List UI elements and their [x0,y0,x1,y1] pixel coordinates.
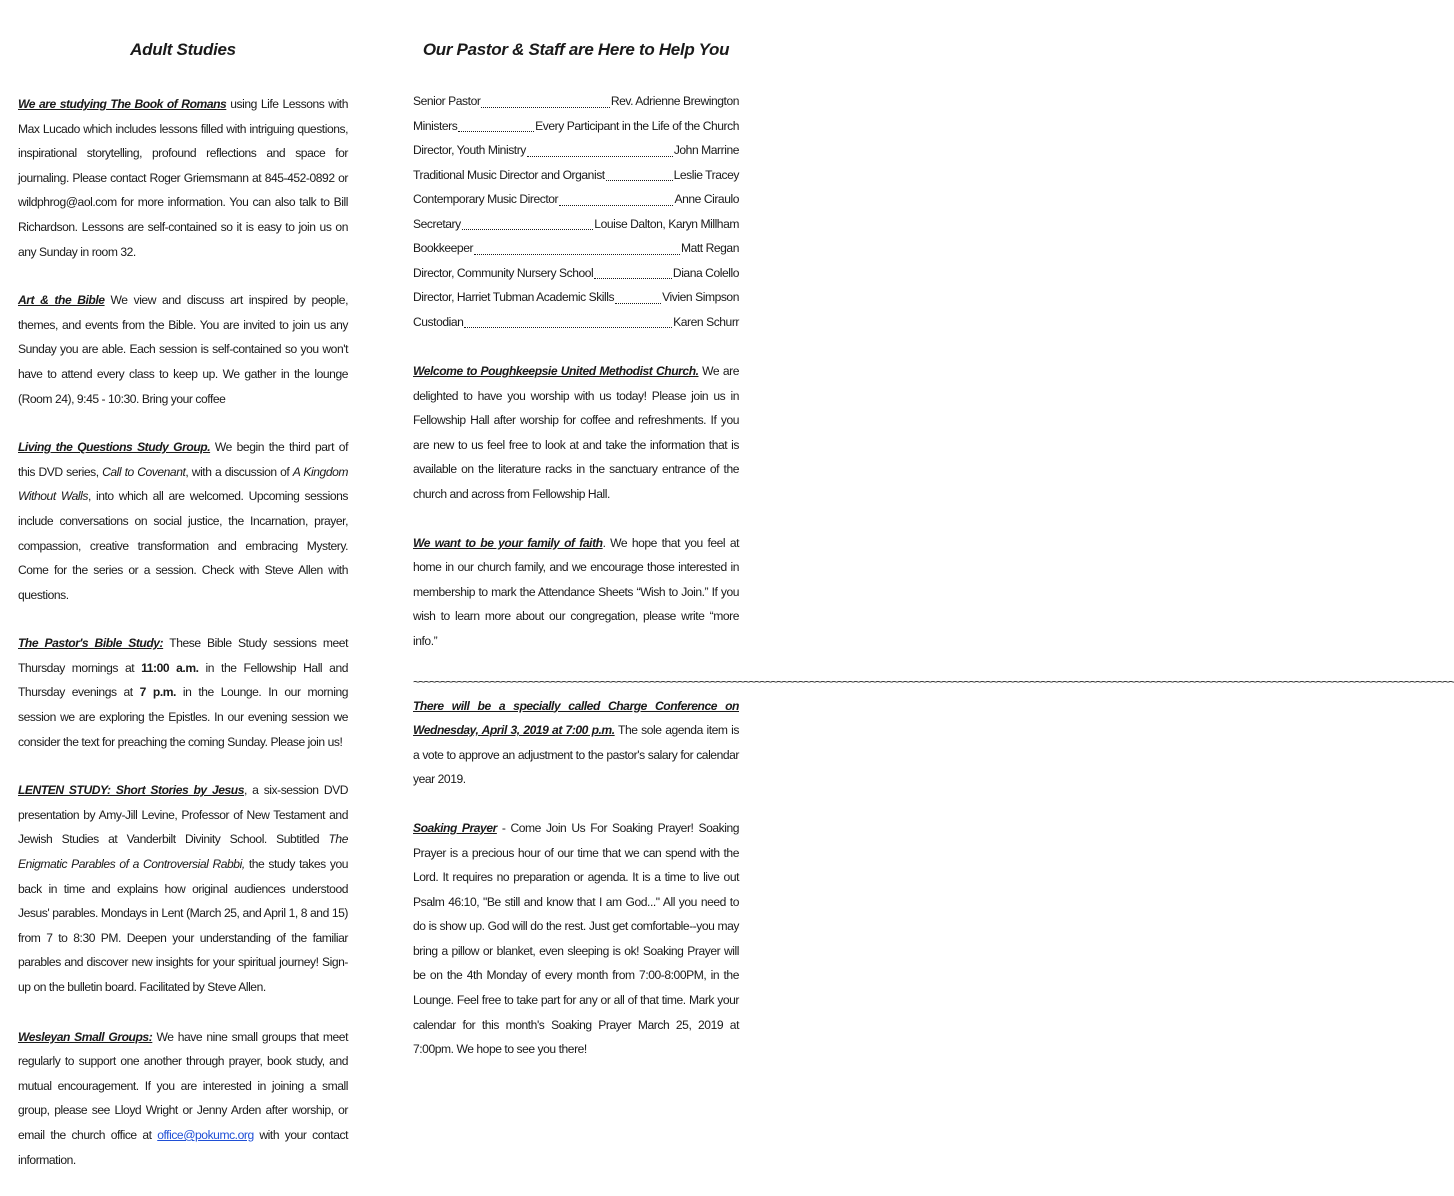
dot-leader [527,155,673,157]
staff-name: Every Participant in the Life of the Church [535,118,739,133]
charge-conference-text: The sole agenda item is a vote to approve an adjustment to the pastor's salary for calendar year 2019. [413,723,739,787]
dot-leader [481,106,609,108]
dot-leader [474,253,680,255]
soaking-prayer-lead: Soaking Prayer [413,820,497,835]
pastor-bible-study-text-3: in the Lounge. In our morning session we are exploring the Epistles. In our evening session we consider the text for preaching the coming Sunday. Please join us! [18,685,349,749]
art-bible-paragraph [18,288,348,411]
staff-name: Vivien Simpson [662,290,739,304]
family-of-faith-lead: We want to be your family of faith [413,535,603,550]
charge-conference-paragraph [413,694,739,792]
adult-studies-column [18,40,348,1196]
staff-row [413,89,739,114]
living-questions-discussion-title: A Kingdom Without Walls [18,464,348,504]
art-bible-text: We view and discuss art inspired by people, themes, and events from the Bible. You are invited to join us any Sunday you are able. Each session is self-contained so you won't have to attend every class to keep up. We gather in the lounge (Room 24), 9:45 - 10:30. Bring your coffee [18,293,348,406]
staff-role: Contemporary Music Director [413,192,559,206]
staff-role: Director, Community Nursery School [413,265,594,280]
staff-row [413,236,739,261]
pastor-bible-study-lead: The Pastor's Bible Study: [18,636,164,651]
soaking-prayer-paragraph [413,816,739,1062]
staff-name: Rev. Adrienne Brewington [610,94,739,108]
living-questions-text-3: , into which all are welcomed. Upcoming sessions include conversations on social justice, the Incarnation, prayer, compassion, creative transformation and embracing Mystery. Come for the series or a session. Check with Steve Allen with questions. [18,489,348,602]
staff-row [413,114,739,139]
welcome-lead: Welcome to Poughkeepsie United Methodist Church. [413,364,699,378]
wesleyan-groups-text-2: with your contact information. [18,1127,348,1167]
staff-name: Karen Schurr [673,314,739,329]
staff-name: John Marrine [673,143,739,157]
living-questions-text-2: , with a discussion of [185,464,293,479]
staff-name: Matt Regan [680,241,739,255]
staff-role: Traditional Music Director and Organist [413,167,605,182]
living-questions-paragraph [18,435,348,607]
dot-leader [464,326,672,328]
dot-leader [594,277,672,279]
pastor-bible-study-text-2: in the Fellowship Hall and Thursday evenings at [18,660,348,700]
family-of-faith-text: . We hope that you feel at home in our church family, and we encourage those interested in membership to mark the Attendance Sheets “Wish to Join.” If you wish to learn more about our congregation, please write “more info.” [413,535,740,648]
staff-row [413,261,739,286]
art-bible-lead: Art & the Bible [18,293,105,308]
pastor-bible-study-morning-time: 11:00 a.m. [141,660,199,675]
staff-role: Director, Harriet Tubman Academic Skills [413,290,615,304]
dot-leader [458,130,534,132]
church-office-email-link[interactable]: office@pokumc.org [157,1127,254,1142]
pastor-staff-column [413,40,1454,1086]
pastor-bible-study-evening-time: 7 p.m. [139,685,176,700]
staff-row [413,138,739,163]
staff-name: Leslie Tracey [673,167,739,182]
family-of-faith-paragraph [413,531,739,654]
wesleyan-groups-text-1: We have nine small groups that meet regularly to support one another through prayer, book study, and mutual encouragement. If you are interested in joining a small group, please see Lloyd Wright or Jenny Arden after worship, or email the church office at [18,1029,348,1142]
dot-leader [606,179,673,181]
pastor-bible-study-paragraph [18,631,348,754]
living-questions-series-title: Call to Covenant [102,464,186,479]
lenten-study-subtitle: The Enigmatic Parables of a Controversial Rabbi, [18,832,348,872]
pastor-staff-title: Our Pastor & Staff are Here to Help You [422,40,730,59]
romans-study-lead: We are studying The Book of Romans [18,97,227,111]
charge-conference-lead: There will be a specially called Charge Conference on Wednesday, April 3, 2019 at 7:00 p.m. [413,698,739,738]
staff-role: Senior Pastor [413,94,481,108]
staff-row [413,212,739,237]
dot-leader [559,204,673,206]
lenten-study-text-1: , a six-session DVD presentation by Amy-Jill Levine, Professor of New Testament and Jewish Studies at Vanderbilt Divinity School. Subtitled [18,783,348,847]
tilde-divider: ~~~~~~~~~~~~~~~~~~~~~~~~~~~~~~~~~~~~~~~~~~~~~~~~~~~~~~~~~~~~~~~~~~~~~~~~~~~~~~~~~~~~~~~~~~~~~~~~~~~~~~~~~~~~~~~~~~~~~~~~~~~~~~~~~~~~~~~~~~~~~~~~~~~~~~~~~~~~~~~~~~~~~~~~~~~~~~~~~~~~~~~~~~~~~ [413,674,1454,689]
staff-row [413,187,739,212]
staff-role: Ministers [413,118,458,133]
staff-name: Louise Dalton, Karyn Millham [594,216,739,231]
lenten-study-paragraph [18,778,348,999]
staff-role: Secretary [413,216,461,231]
staff-name: Anne Ciraulo [674,192,739,206]
welcome-paragraph [413,359,739,507]
wesleyan-groups-paragraph [18,1025,348,1173]
wesleyan-groups-lead: Wesleyan Small Groups: [18,1029,153,1044]
staff-role: Custodian [413,314,464,329]
soaking-prayer-text: - Come Join Us For Soaking Prayer! Soaking Prayer is a precious hour of our time that we can spend with the Lord. It requires no preparation or agenda. It is a time to live out Psalm 46:10, "Be still and know that I am God..." All you need to do is show up. God will do the rest. Just get comfortable--you may bring a pillow or blanket, even sleeping is ok! Soaking Prayer will be on the 4th Monday of every month from 7:00-8:00PM, in the Lounge. Feel free to take part for any or all of that time. Mark your calendar for this month's Soaking Prayer March 25, 2019 at 7:00pm. We hope to see you there! [413,820,740,1057]
dot-leader [462,228,594,230]
living-questions-lead: Living the Questions Study Group. [18,440,211,455]
lenten-study-text-2: the study takes you back in time and explains how original audiences understood Jesus' parables. Mondays in Lent (March 25, and April 1, 8 and 15) from 7 to 8:30 PM. Deepen your understanding of the familiar parables and discover new insights for your spiritual journey! Sign-up on the bulletin board. Facilitated by Steve Allen. [18,857,348,994]
romans-study-text: using Life Lessons with Max Lucado which includes lessons filled with intriguing questions, inspirational storytelling, profound reflections and space for journaling. Please contact Roger Griemsmann at 845-452-0892 or wildphrog@aol.com for more information. You can also talk to Bill Richardson. Lessons are self-contained so it is easy to join us on any Sunday in room 32. [18,97,348,259]
welcome-text: We are delighted to have you worship with us today! Please join us in Fellowship Hall after worship for coffee and refreshments. If you are new to us feel free to look at and take the information that is available on the literature racks in the sanctuary entrance of the church and across from Fellowship Hall. [413,364,739,501]
staff-directory [413,89,739,334]
staff-role: Director, Youth Ministry [413,143,526,157]
pastor-bible-study-text-1: These Bible Study sessions meet Thursday mornings at [18,636,348,675]
staff-row [413,285,739,310]
staff-row [413,163,739,188]
adult-studies-title: Adult Studies [130,40,236,59]
staff-role: Bookkeeper [413,241,474,255]
staff-row [413,310,739,335]
dot-leader [615,302,661,304]
romans-study-paragraph [18,92,348,264]
staff-name: Diana Colello [672,265,739,280]
living-questions-text-1: We begin the third part of this DVD series, [18,440,348,479]
lenten-study-lead: LENTEN STUDY: Short Stories by Jesus [18,783,245,798]
